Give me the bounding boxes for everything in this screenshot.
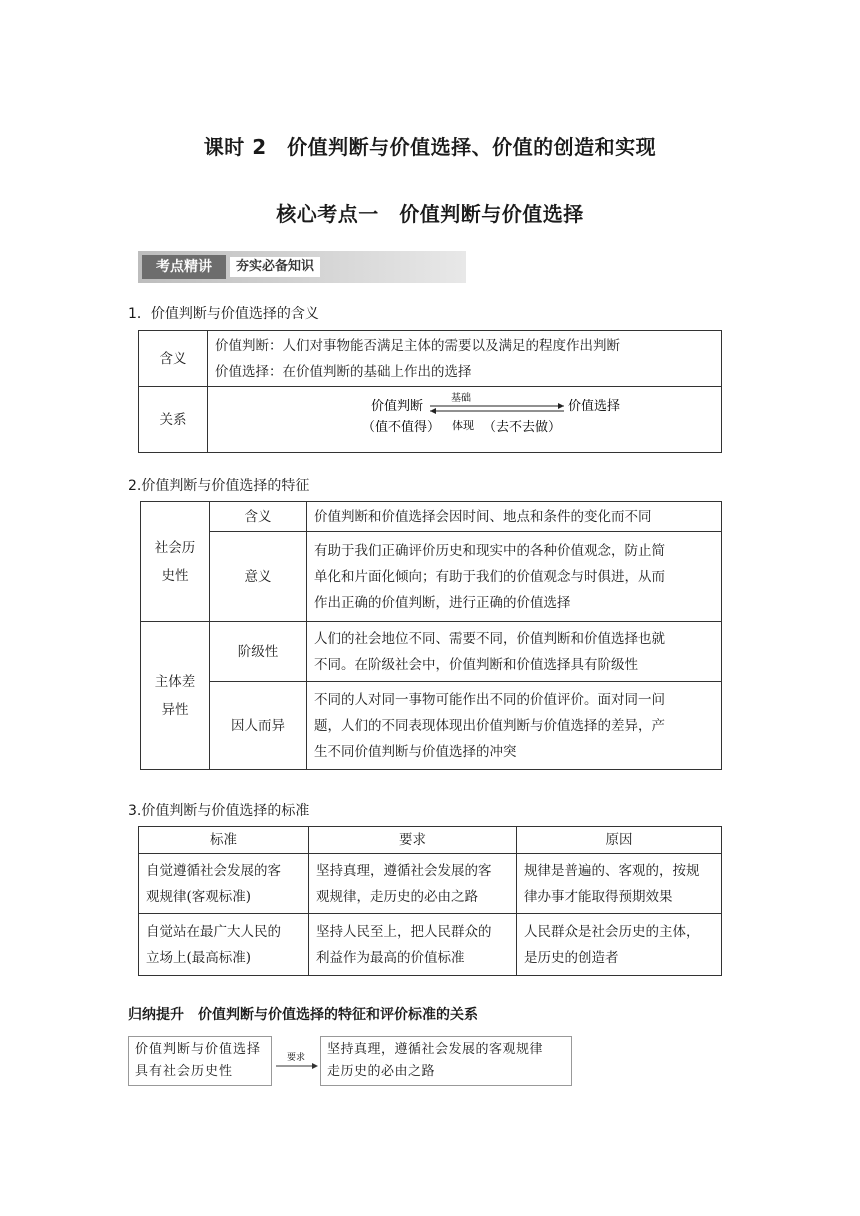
section-badge: [138, 251, 466, 283]
row2-standard-l2: 立场上(最高标准): [146, 949, 252, 966]
g2-person-line2: 题，人们的不同表现体现出价值判断与价值选择的差异，产: [314, 717, 665, 734]
header-reason: 原因: [517, 827, 722, 854]
row1-standard: [139, 854, 309, 914]
row2-requirement-l2: 利益作为最高的价值标准: [316, 949, 465, 966]
summary-right-l2: 走历史的必由之路: [327, 1064, 436, 1079]
row1-requirement-l2: 观规律，走历史的必由之路: [316, 888, 478, 905]
g1-meaning-cell: 价值判断和价值选择会因时间、地点和条件的变化而不同: [307, 502, 722, 532]
summary-arrow-label: 要求: [287, 1053, 306, 1063]
features-table: [140, 501, 722, 770]
summary-arrow: [274, 1050, 320, 1074]
meaning-cell: [208, 331, 722, 387]
meaning-label: 含义: [139, 331, 208, 387]
diagram-left-sub: （值不值得）: [362, 420, 441, 435]
header-requirement: 要求: [309, 827, 517, 854]
g1-significance-cell: [307, 532, 722, 622]
summary-right-l1: 坚持真理，遵循社会发展的客观规律: [327, 1042, 544, 1057]
row2-requirement: [309, 914, 517, 976]
standards-table: [138, 826, 722, 976]
relation-label: 关系: [139, 387, 208, 453]
group2-label: [141, 622, 210, 770]
row1-standard-l1: 自觉遵循社会发展的客: [146, 862, 281, 879]
page-title: 课时 2 价值判断与价值选择、价值的创造和实现: [203, 135, 657, 159]
summary-left-l2: 具有社会历史性: [135, 1064, 234, 1079]
relation-diagram: [208, 387, 720, 443]
g2-person-cell: [307, 682, 722, 770]
arrow-left-head: [430, 408, 436, 414]
diagram-left: 价值判断: [371, 399, 424, 414]
row1-standard-l2: 观规律(客观标准): [146, 888, 252, 905]
row1-reason-l1: 规律是普遍的、客观的，按规: [524, 862, 700, 879]
meaning-line2: 价值选择：在价值判断的基础上作出的选择: [215, 363, 472, 380]
g1-significance-label: 意义: [210, 532, 307, 622]
diagram-right: 价值选择: [568, 399, 621, 414]
g2-class-line2: 不同。在阶级社会中，价值判断和价值选择具有阶级性: [314, 656, 638, 673]
g1-meaning-label: 含义: [210, 502, 307, 532]
row2-reason-l2: 是历史的创造者: [524, 949, 619, 966]
section3-heading: 3.价值判断与价值选择的标准: [128, 803, 310, 819]
diagram-top-label: 基础: [451, 393, 471, 404]
row1-reason: [517, 854, 722, 914]
relation-cell: [208, 387, 722, 453]
meaning-table: [138, 330, 722, 453]
summary-right-box: [320, 1036, 572, 1086]
group2-text: 主体差异性: [154, 673, 196, 718]
meaning-line1: 价值判断：人们对事物能否满足主体的需要以及满足的程度作出判断: [215, 337, 620, 354]
g1-significance-line3: 作出正确的价值判断，进行正确的价值选择: [314, 594, 571, 611]
row1-reason-l2: 律办事才能取得预期效果: [524, 888, 673, 905]
page-subtitle: 核心考点一 价值判断与价值选择: [276, 202, 584, 226]
summary-left-l1: 价值判断与价值选择: [135, 1042, 262, 1057]
g2-person-line3: 生不同价值判断与价值选择的冲突: [314, 743, 517, 760]
summary-left-box: [128, 1036, 272, 1086]
arrow-right-head: [558, 403, 564, 409]
row2-reason: [517, 914, 722, 976]
section2-heading: 2.价值判断与价值选择的特征: [128, 478, 310, 494]
g1-significance-line1: 有助于我们正确评价历史和现实中的各种价值观念，防止简: [314, 542, 665, 559]
row1-requirement-l1: 坚持真理，遵循社会发展的客: [316, 862, 492, 879]
g2-class-line1: 人们的社会地位不同、需要不同，价值判断和价值选择也就: [314, 630, 665, 647]
g2-class-label: 阶级性: [210, 622, 307, 682]
row2-requirement-l1: 坚持人民至上，把人民群众的: [316, 923, 492, 940]
diagram-bottom-label: 体现: [452, 419, 474, 432]
row2-standard: [139, 914, 309, 976]
g1-significance-line2: 单化和片面化倾向；有助于我们的价值观念与时俱进，从而: [314, 568, 665, 585]
summary-arrow-head: [312, 1063, 318, 1069]
row2-standard-l1: 自觉站在最广大人民的: [146, 923, 281, 940]
g2-class-cell: [307, 622, 722, 682]
header-standard: 标准: [139, 827, 309, 854]
g2-person-label: 因人而异: [210, 682, 307, 770]
summary-heading: 归纳提升 价值判断与价值选择的特征和评价标准的关系: [128, 1007, 478, 1023]
section1-heading: 1．价值判断与价值选择的含义: [128, 306, 319, 322]
group1-text: 社会历史性: [154, 539, 196, 584]
badge-label: 考点精讲: [142, 255, 226, 279]
group1-label: [141, 502, 210, 622]
diagram-right-sub: （去不去做）: [483, 420, 562, 435]
g2-person-line1: 不同的人对同一事物可能作出不同的价值评价。面对同一问: [314, 691, 665, 708]
row1-requirement: [309, 854, 517, 914]
row2-reason-l1: 人民群众是社会历史的主体，: [524, 923, 700, 940]
badge-text: 夯实必备知识: [230, 257, 320, 277]
